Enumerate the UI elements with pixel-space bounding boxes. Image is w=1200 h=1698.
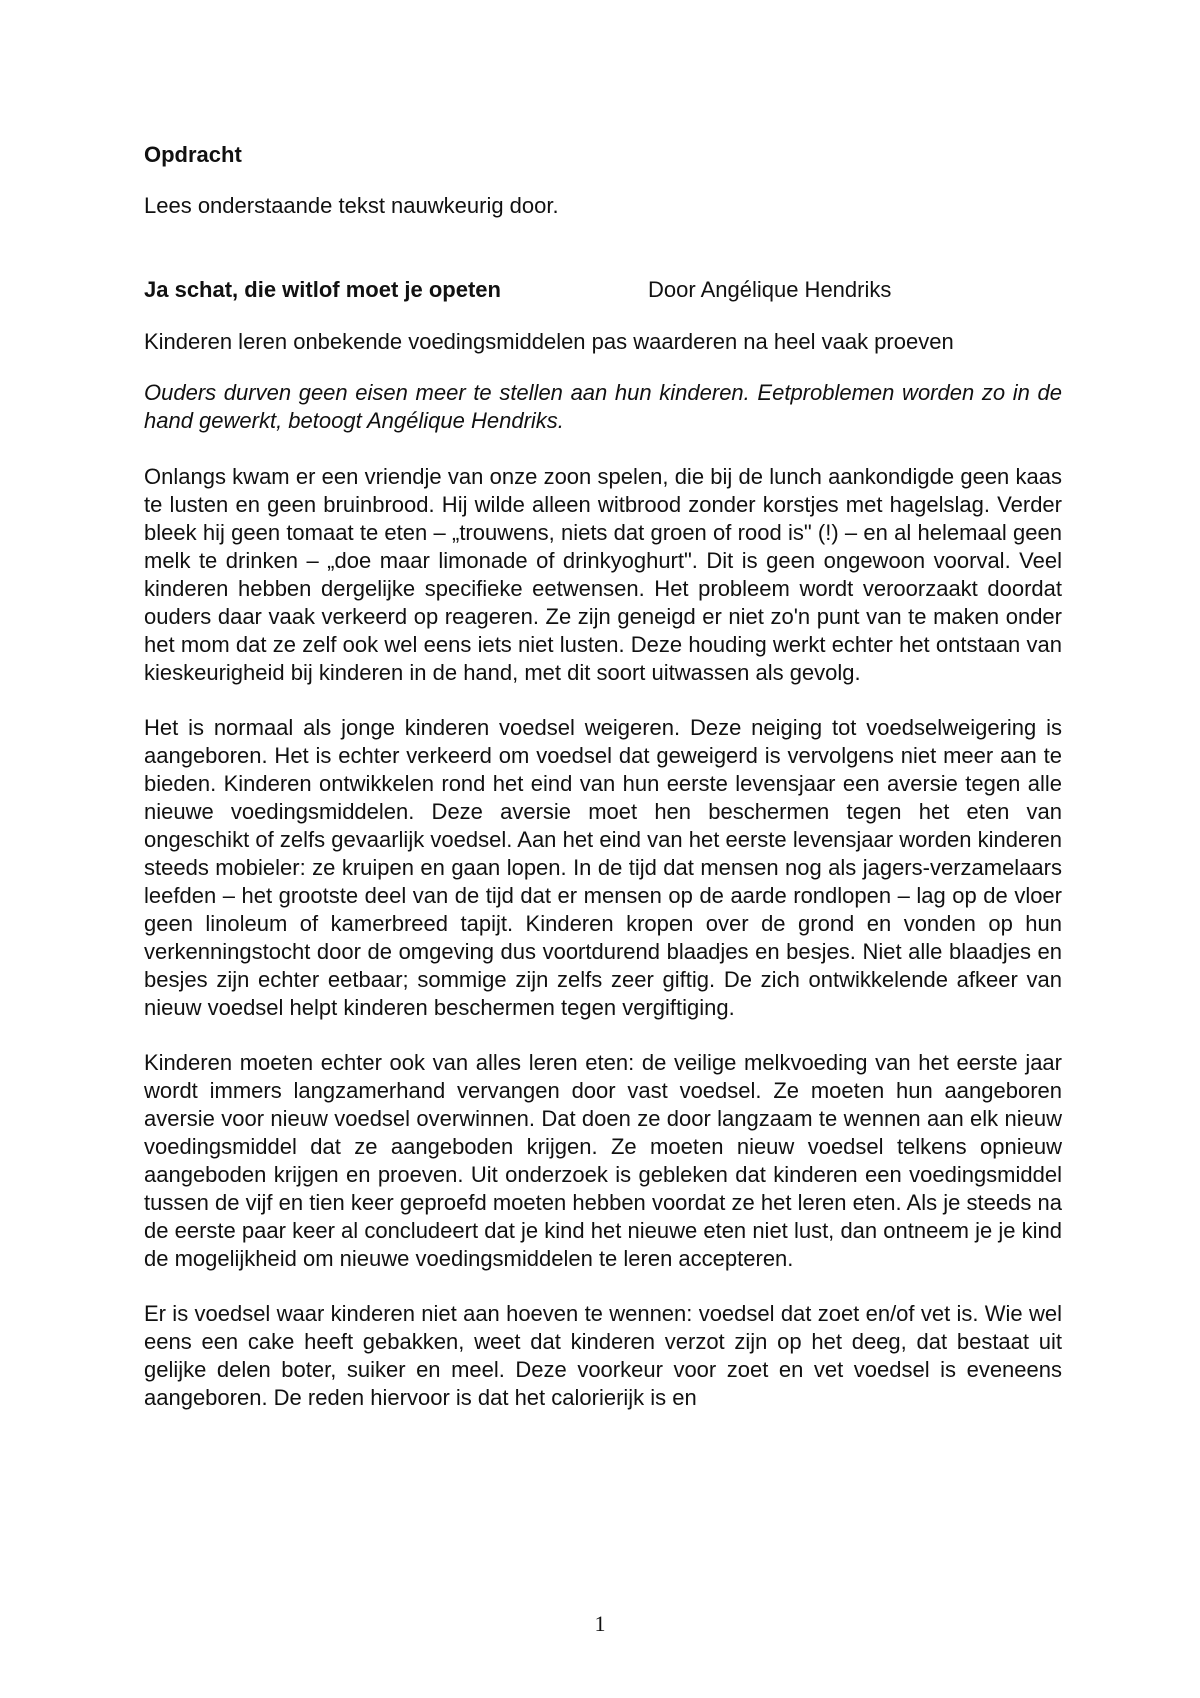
- section-heading: Opdracht: [144, 142, 242, 167]
- instruction-text: Lees onderstaande tekst nauwkeurig door.: [144, 193, 559, 218]
- article-lead: Ouders durven geen eisen meer te stellen aan hun kinderen. Eetproblemen worden zo in de hand gewerkt, betoogt Angélique Hendriks.: [144, 380, 1062, 433]
- paragraph-2: Het is normaal als jonge kinderen voedsel weigeren. Deze neiging tot voedselweigering is aangeboren. Het is echter verkeerd om voedsel dat geweigerd is vervolgens niet meer aan te bieden. Kinderen ontwikkelen rond het eind van hun eerste levensjaar een aversie tegen alle nieuwe voedingsmiddelen. Deze aversie moet hen beschermen tegen het eten van ongeschikt of zelfs gevaarlijk voedsel. Aan het eind van het eerste levensjaar worden kinderen steeds mobieler: ze kruipen en gaan lopen. In de tijd dat mensen nog als jagers-verzamelaars leefden – het grootste deel van de tijd dat er mensen op de aarde rondlopen – lag op de vloer geen linoleum of kamerbreed tapijt. Kinderen kropen over de grond en vonden op hun verkenningstocht door de omgeving dus voortdurend blaadjes en besjes. Niet alle blaadjes en besjes zijn echter eetbaar; sommige zijn zelfs zeer giftig. De zich ontwikkelende afkeer van nieuw voedsel helpt kinderen beschermen tegen vergiftiging.: [144, 715, 1062, 1020]
- article-subtitle: Kinderen leren onbekende voedingsmiddelen pas waarderen na heel vaak proeven: [144, 329, 954, 354]
- paragraph-3: Kinderen moeten echter ook van alles leren eten: de veilige melkvoeding van het eerste jaar wordt immers langzamerhand vervangen door vast voedsel. Ze moeten hun aangeboren aversie voor nieuw voedsel overwinnen. Dat doen ze door langzaam te wennen aan elk nieuw voedingsmiddel dat ze aangeboden krijgen. Ze moeten nieuw voedsel telkens opnieuw aangeboden krijgen en proeven. Uit onderzoek is gebleken dat kinderen een voedingsmiddel tussen de vijf en tien keer geproefd moeten hebben voordat ze het leren eten. Als je steeds na de eerste paar keer al concludeert dat je kind het nieuwe eten niet lust, dan ontneem je je kind de mogelijkheid om nieuwe voedingsmiddelen te leren accepteren.: [144, 1050, 1062, 1271]
- page-number: 1: [594, 1611, 606, 1636]
- paragraph-4: Er is voedsel waar kinderen niet aan hoeven te wennen: voedsel dat zoet en/of vet is. Wie wel eens een cake heeft gebakken, weet dat kinderen verzot zijn op het deeg, dat bestaat uit gelijke delen boter, suiker en meel. Deze voorkeur voor zoet en vet voedsel is eveneens aangeboren. De reden hiervoor is dat het calorierijk is en: [144, 1301, 1062, 1410]
- article-title-row: [144, 276, 1062, 304]
- document-body: [144, 141, 1062, 1439]
- article-author: Door Angélique Hendriks: [648, 277, 892, 302]
- article-title: Ja schat, die witlof moet je opeten: [144, 277, 501, 302]
- paragraph-1: Onlangs kwam er een vriendje van onze zoon spelen, die bij de lunch aankondigde geen kaas te lusten en geen bruinbrood. Hij wilde alleen witbrood zonder korstjes met hagelslag. Verder bleek hij geen tomaat te eten – „trouwens, niets dat groen of rood is" (!) – en al helemaal geen melk te drinken – „doe maar limonade of drinkyoghurt". Dit is geen ongewoon voorval. Veel kinderen hebben dergelijke specifieke eetwensen. Het probleem wordt veroorzaakt doordat ouders daar vaak verkeerd op reageren. Ze zijn geneigd er niet zo'n punt van te maken onder het mom dat ze zelf ook wel eens iets niet lusten. Deze houding werkt echter het ontstaan van kieskeurigheid bij kinderen in de hand, met dit soort uitwassen als gevolg.: [144, 464, 1062, 685]
